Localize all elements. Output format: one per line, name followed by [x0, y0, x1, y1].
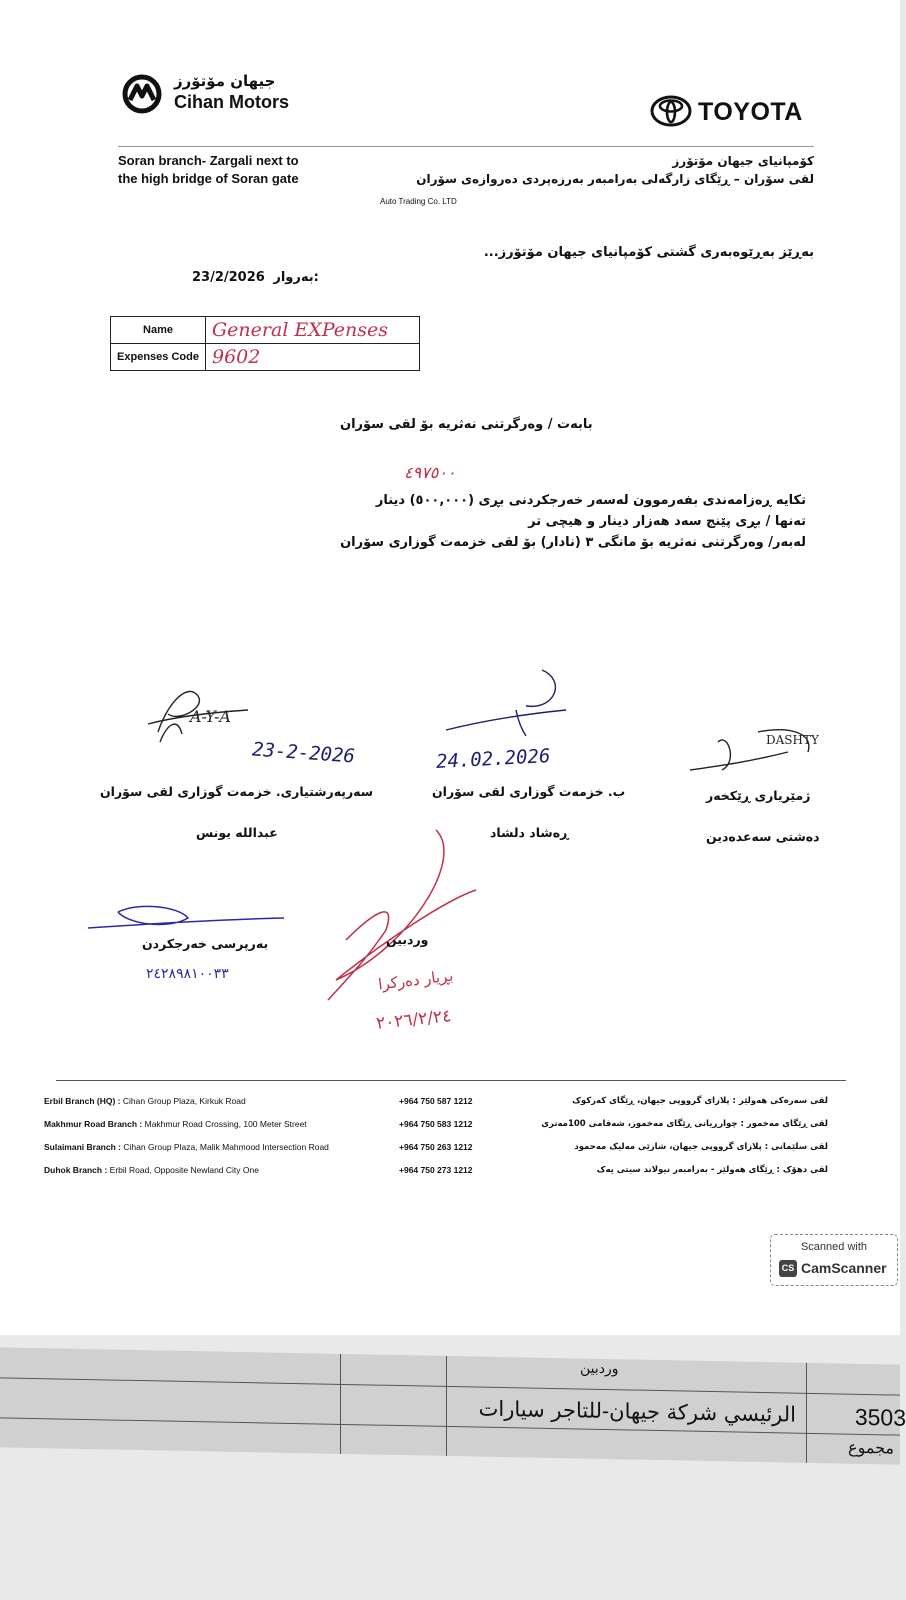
footer-divider	[56, 1080, 846, 1081]
footer-branch-en	[44, 1165, 259, 1175]
signature-3-name: دەشتی سەعدەدین	[706, 829, 820, 844]
footer-row	[44, 1142, 844, 1160]
camscanner-name: CamScanner	[801, 1260, 887, 1276]
footer-branch-ku: لقی دهۆک : ڕێگای هەولێر - بەرامبەر نیولاند سیتی یەک	[596, 1165, 828, 1175]
footer-row	[44, 1096, 844, 1114]
camscanner-logo-icon: CS	[779, 1260, 797, 1277]
address-ku	[416, 152, 814, 188]
cihan-logo-icon	[118, 74, 166, 114]
address-ku-line2: لقی سۆران – ڕێگای زارگەلی بەرامبەر بەرزەپردی دەروازەی سۆران	[416, 172, 814, 186]
address-en-line1: Soran branch- Zargali next to	[118, 153, 299, 168]
footer-branch-label: Sulaimani Branch :	[44, 1142, 121, 1152]
footer-branch-ku: لقی سەرەکی هەولێر : پلازای گرووپی جیهان، ڕێگای کەرکوک	[572, 1096, 828, 1106]
address-en	[118, 152, 299, 188]
cihan-name-en: Cihan Motors	[174, 92, 289, 112]
letter-recipient: بەڕێز بەڕێوەبەری گشتی کۆمپانیای جیهان مۆتۆرز...	[483, 245, 814, 260]
expense-code-label: Expenses Code	[111, 344, 206, 371]
signature-4-scribble	[88, 902, 288, 936]
signature-2-scribble	[446, 670, 576, 740]
signature-1-initials: A-Y-A	[190, 707, 231, 726]
ledger-sum-label: مجموع	[848, 1437, 894, 1458]
letter-body-line3: لەبەر/ وەرگرتنی نەثریە بۆ مانگی ٣ (نادار) بۆ لقی خزمەت گوزاری سۆران	[340, 535, 806, 550]
footer-branch-en	[44, 1142, 329, 1152]
address-en-line2: the high bridge of Soran gate	[118, 171, 299, 186]
signature-5-text: بڕیار دەرکرا	[377, 966, 455, 994]
letter-date-label: بەروار:	[273, 270, 319, 285]
ledger-strip	[0, 1347, 906, 1464]
signature-1-date: 23-2-2026	[251, 738, 356, 768]
letter-body-line2: تەنها / بڕی پێنج سەد هەزار دینار و هیچی تر	[528, 514, 806, 529]
footer-branch-ku: لقی ڕێگای مەخمور : چوارڕیانی ڕێگای مەخمور، شەقامی 100مەتری	[541, 1119, 828, 1129]
footer-branch-en	[44, 1119, 307, 1129]
ledger-col-line	[806, 1363, 807, 1463]
footer-phone: +964 750 587 1212	[399, 1096, 473, 1106]
footer-branch-en	[44, 1096, 246, 1106]
footer-branch-address: Cihan Group Plaza, Kirkuk Road	[122, 1096, 246, 1106]
toyota-logo	[650, 92, 820, 132]
signature-2-title: ب. خزمەت گوزاری لقی سۆران	[432, 784, 626, 799]
footer-branch-address: Cihan Group Plaza, Malik Mahmood Intersection Road	[123, 1142, 329, 1152]
footer-branch-address: Erbil Road, Opposite Newland City One	[109, 1165, 259, 1175]
ledger-title: الرئيسي شركة جيهان-للتاجر سيارات	[478, 1396, 796, 1427]
footer-branch-label: Duhok Branch :	[44, 1165, 108, 1175]
letter-subject: بابەت / وەرگرتنی نەثریە بۆ لقی سۆران	[340, 417, 593, 432]
signature-4-number: ٢٤٢٨٩٨١٠٠٣٣	[146, 966, 229, 982]
letter-body-line1: تکایە ڕەزامەندی بفەرموون لەسەر خەرجکردنی بڕی (٥٠٠,٠٠٠) دینار	[375, 493, 806, 508]
footer-phone: +964 750 263 1212	[399, 1142, 473, 1152]
amount-handwritten: ٤٩٧٥٠٠	[404, 463, 456, 482]
signature-2-name: ڕەشاد دلشاد	[490, 825, 569, 840]
letter-date	[192, 270, 319, 285]
letter-body	[340, 490, 806, 553]
header-divider	[118, 146, 814, 147]
expense-table	[110, 316, 420, 371]
ledger-col-line	[446, 1356, 447, 1456]
signature-3-title: ژمێریاری ڕێکخەر	[706, 788, 811, 803]
camscanner-badge	[770, 1234, 898, 1286]
footer-branch-ku: لقی سلێمانی : پلازای گرووپی جیهان، شارێی مەلیک مەحمود	[574, 1142, 828, 1152]
footer-phone: +964 750 273 1212	[399, 1165, 473, 1175]
cihan-logo	[118, 68, 318, 124]
signature-1-title: سەرپەرشتیاری. خزمەت گوزاری لقی سۆران	[100, 784, 374, 799]
ledger-row-line	[0, 1377, 900, 1395]
camscanner-top-text: Scanned with	[800, 1241, 868, 1253]
signature-3-mark: DASHTY	[766, 733, 819, 747]
ledger-top-text: وردبین	[580, 1360, 619, 1378]
expense-code-row	[111, 344, 420, 371]
footer-branch-label: Makhmur Road Branch :	[44, 1119, 143, 1129]
expense-name-label: Name	[111, 317, 206, 344]
signature-2-date: 24.02.2026	[435, 745, 551, 773]
footer-row	[44, 1119, 844, 1137]
expense-name-row	[111, 317, 420, 344]
signature-1-name: عبدالله یونس	[196, 825, 278, 840]
ledger-number: 3503	[854, 1403, 906, 1431]
address-ku-line1: کۆمپانیای جیهان مۆتۆرز	[672, 154, 814, 168]
footer-phone: +964 750 583 1212	[399, 1119, 473, 1129]
footer-row	[44, 1165, 844, 1183]
signature-1-scribble	[138, 682, 268, 754]
signature-3-scribble	[688, 722, 818, 780]
ledger-col-line	[340, 1354, 341, 1454]
footer-branch-label: Erbil Branch (HQ) :	[44, 1096, 121, 1106]
expense-code-value: 9602	[206, 344, 420, 371]
toyota-emblem-icon	[650, 94, 692, 128]
signature-4-title: بەرپرسی خەرجکردن	[142, 936, 269, 951]
expense-name-value: General EXPenses	[206, 317, 420, 344]
cihan-name-ku: جیهان مۆتۆرز	[174, 72, 276, 90]
signature-5-date: ٢٠٢٦/٢/٢٤	[375, 1006, 453, 1034]
footer-branch-address: Makhmur Road Crossing, 100 Meter Street	[144, 1119, 307, 1129]
letter-date-value: 23/2/2026	[192, 270, 265, 285]
signature-5-title: وردبین	[386, 932, 429, 947]
trading-co: Auto Trading Co. LTD	[380, 197, 457, 206]
toyota-wordmark: TOYOTA	[698, 98, 803, 126]
